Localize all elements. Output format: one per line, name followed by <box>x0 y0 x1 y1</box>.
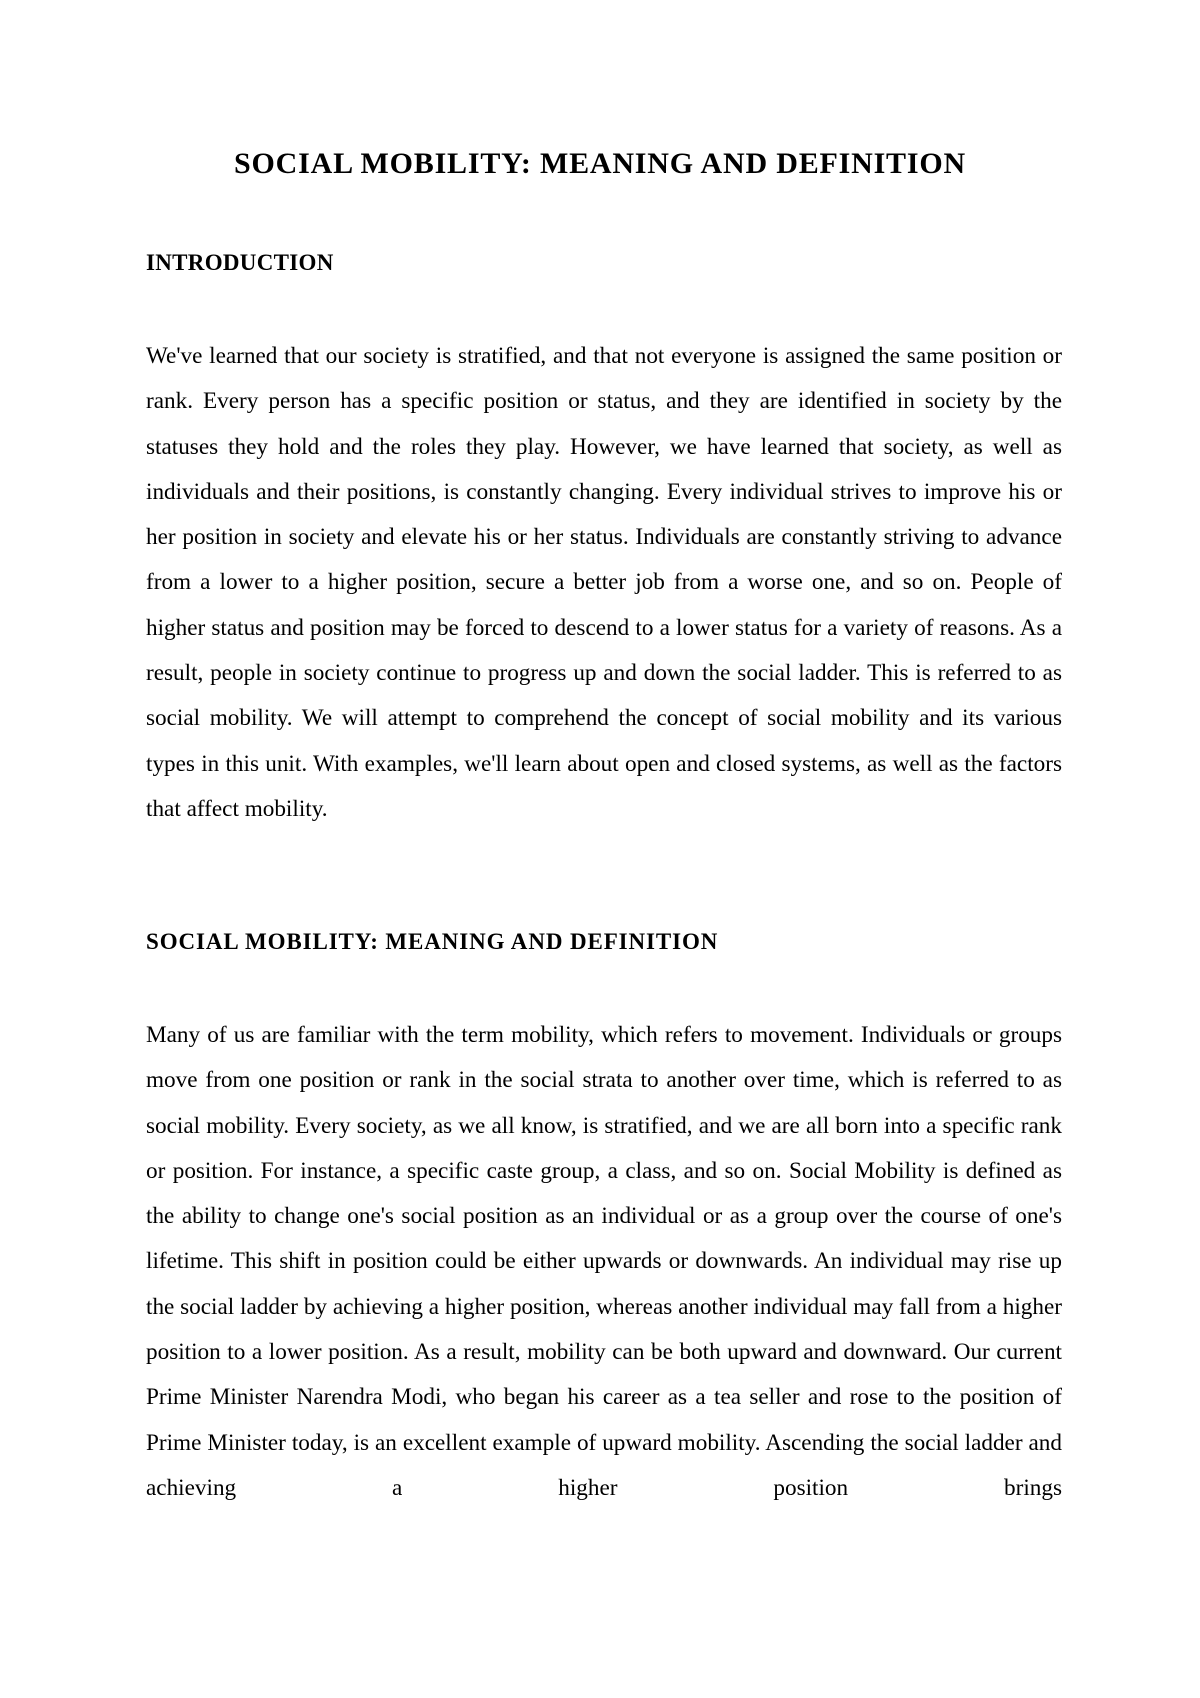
meaning-definition-paragraph: Many of us are familiar with the term mobility, which refers to movement. Individuals or groups move from one position or rank in the social strata to another over time, which is referred to as social mobility. Every society, as we all know, is stratified, and we are all born into a specific rank or position. For instance, a specific caste group, a class, and so on. Social Mobility is defined as the ability to change one's social position as an individual or as a group over the course of one's lifetime. This shift in position could be either upwards or downwards. An individual may rise up the social ladder by achieving a higher position, whereas another individual may fall from a higher position to a lower position. As a result, mobility can be both upward and downward. Our current Prime Minister Narendra Modi, who began his career as a tea seller and rose to the position of Prime Minister today, is an excellent example of upward mobility. Ascending the social ladder and achieving a higher position brings <box>146 1022 1062 1501</box>
introduction-paragraph: We've learned that our society is stratified, and that not everyone is assigned the same position or rank. Every person has a specific position or status, and they are identified in society by the statuses they hold and the roles they play. However, we have learned that society, as well as individuals and their positions, is constantly changing. Every individual strives to improve his or her position in society and elevate his or her status. Individuals are constantly striving to advance from a lower to a higher position, secure a better job from a worse one, and so on. People of higher status and position may be forced to descend to a lower status for a variety of reasons. As a result, people in society continue to progress up and down the social ladder. This is referred to as social mobility. We will attempt to comprehend the concept of social mobility and its various types in this unit. With examples, we'll learn about open and closed systems, as well as the factors that affect mobility. <box>146 343 1062 822</box>
page-title: SOCIAL MOBILITY: MEANING AND DEFINITION <box>234 147 966 180</box>
section-heading-introduction: INTRODUCTION <box>146 250 334 275</box>
section-heading-meaning-definition: SOCIAL MOBILITY: MEANING AND DEFINITION <box>146 929 719 954</box>
